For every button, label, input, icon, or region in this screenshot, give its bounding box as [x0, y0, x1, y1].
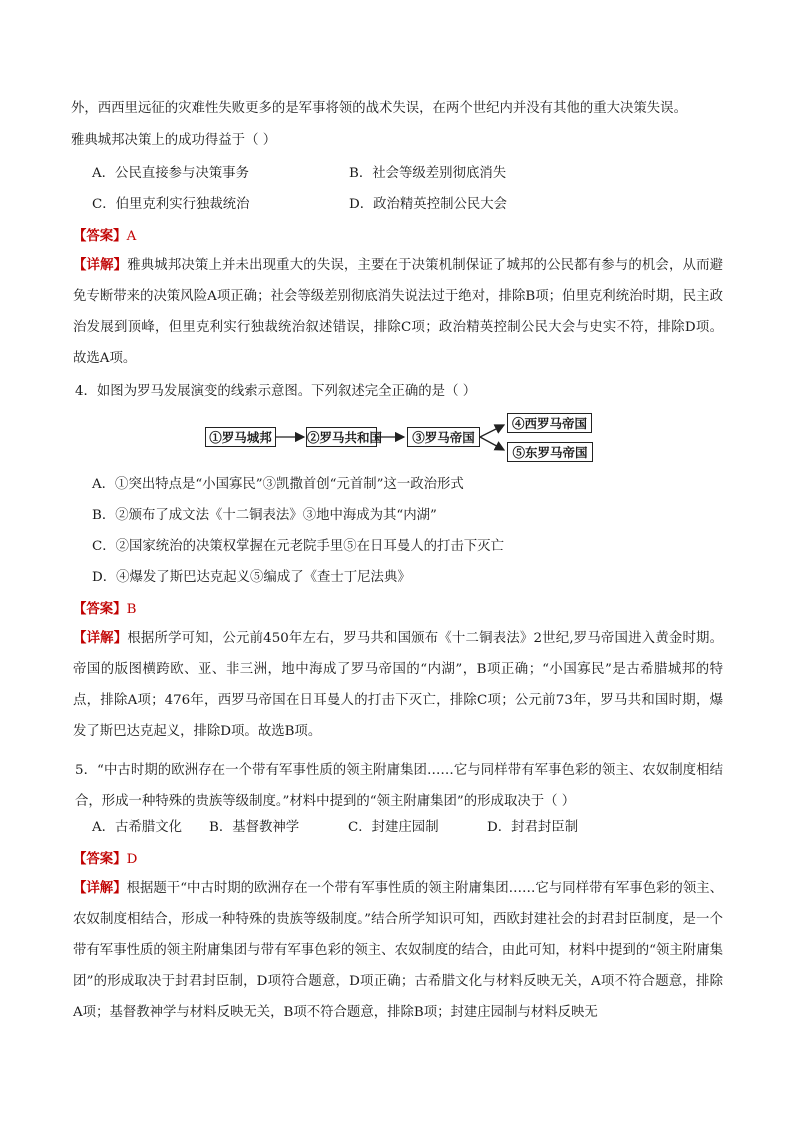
- q4-answer: [73, 599, 136, 620]
- explanation-text: 根据所学可知，公元前450年左右，罗马共和国颁布《十二铜表法》2世纪,罗马帝国进入黄金时期。帝国的版图横跨欧、亚、非三洲，地中海成了罗马帝国的“内湖”，B项正确；“小国寡民”是古希腊城邦的特点，排除A项；476年，西罗马帝国在日耳曼人的打击下灭亡，排除C项；公元前73年，罗马共和国时期，爆发了斯巴达克起义，排除D项。故选B项。: [73, 631, 723, 739]
- q3-stem-line2: 雅典城邦决策上的成功得益于（ ）: [71, 133, 277, 148]
- q3-option-b: B．社会等级差别彻底消失: [349, 166, 507, 181]
- diagram-node-roman-republic: ②罗马共和国: [306, 427, 377, 447]
- diagram-arrows: [0, 0, 794, 470]
- q3-option-a: A．公民直接参与决策事务: [92, 166, 249, 181]
- explanation-text: 雅典城邦决策上并未出现重大的失误，主要在于决策机制保证了城邦的公民都有参与的机会，从而避免专断带来的决策风险A项正确；社会等级差别彻底消失说法过于绝对，排除B项；伯里克利统治时期，民主政治发展到顶峰，但里克利实行独裁统治叙述错误，排除C项；政治精英控制公民大会与史实不符，排除D项。故选A项。: [73, 258, 724, 366]
- q5-answer: [73, 849, 137, 870]
- explanation-text: 根据题干“中古时期的欧洲存在一个带有军事性质的领主附庸集团……它与同样带有军事色彩的领主、农奴制度相结合，形成一种特殊的贵族等级制度。”结合所学知识可知，西欧封建社会的封君封臣制度，是一个带有军事性质的领主附庸集团与带有军事色彩的领主、农奴制度的结合，由此可知，材料中提到的“领主附庸集团”的形成取决于封君封臣制，D项符合题意，D项正确；古希腊文化与材料反映无关，A项不符合题意，排除A项；基督教神学与材料反映无关，B项不符合题意，排除B项；封建庄园制与材料反映无: [73, 881, 724, 1020]
- diagram-node-eastern-roman-empire: ⑤东罗马帝国: [507, 442, 593, 462]
- q5-option-a: A．古希腊文化: [92, 820, 183, 835]
- q5-option-b: B．基督教神学: [209, 820, 300, 835]
- q5-explanation: [73, 873, 723, 1028]
- q5-option-c: C．封建庄园制: [348, 820, 439, 835]
- explanation-label: 【详解】: [73, 257, 128, 273]
- diagram-node-western-roman-empire: ④西罗马帝国: [507, 413, 592, 433]
- q4-explanation: [73, 623, 723, 747]
- diagram-node-roman-empire: ③罗马帝国: [407, 427, 480, 447]
- q4-option-c: C．②国家统治的决策权掌握在元老院手里⑤在日耳曼人的打击下灭亡: [92, 539, 504, 554]
- diagram-node-roman-city-state: ①罗马城邦: [205, 427, 276, 447]
- explanation-label: 【详解】: [73, 880, 127, 896]
- q3-option-d: D．政治精英控制公民大会: [349, 197, 508, 212]
- q3-option-c: C．伯里克利实行独裁统治: [92, 197, 250, 212]
- answer-value: B: [126, 602, 137, 617]
- q4-option-a: A．①突出特点是“小国寡民”③凯撒首创“元首制”这一政治形式: [92, 477, 464, 492]
- answer-label: 【答案】: [73, 228, 127, 244]
- q5-stem: 5．“中古时期的欧洲存在一个带有军事性质的领主附庸集团……它与同样带有军事色彩的领主、农奴制度相结合，形成一种特殊的贵族等级制度。”材料中提到的“领主附庸集团”的形成取决于（ ）: [75, 763, 723, 809]
- answer-label: 【答案】: [73, 851, 127, 867]
- answer-value: A: [126, 229, 137, 244]
- q4-option-b: B．②颁布了成文法《十二铜表法》③地中海成为其“内湖”: [92, 508, 437, 523]
- q4-stem: 4．如图为罗马发展演变的线索示意图。下列叙述完全正确的是（ ）: [75, 384, 477, 399]
- q3-stem-line1: 外，西西里远征的灾难性失败更多的是军事将领的战术失误，在两个世纪内并没有其他的重大决策失误。: [71, 101, 687, 116]
- answer-label: 【答案】: [73, 601, 127, 617]
- q4-option-d: D．④爆发了斯巴达克起义⑤编成了《查士丁尼法典》: [92, 570, 411, 585]
- explanation-label: 【详解】: [73, 630, 128, 646]
- q5-option-d: D．封君封臣制: [487, 820, 579, 835]
- answer-value: D: [126, 852, 138, 867]
